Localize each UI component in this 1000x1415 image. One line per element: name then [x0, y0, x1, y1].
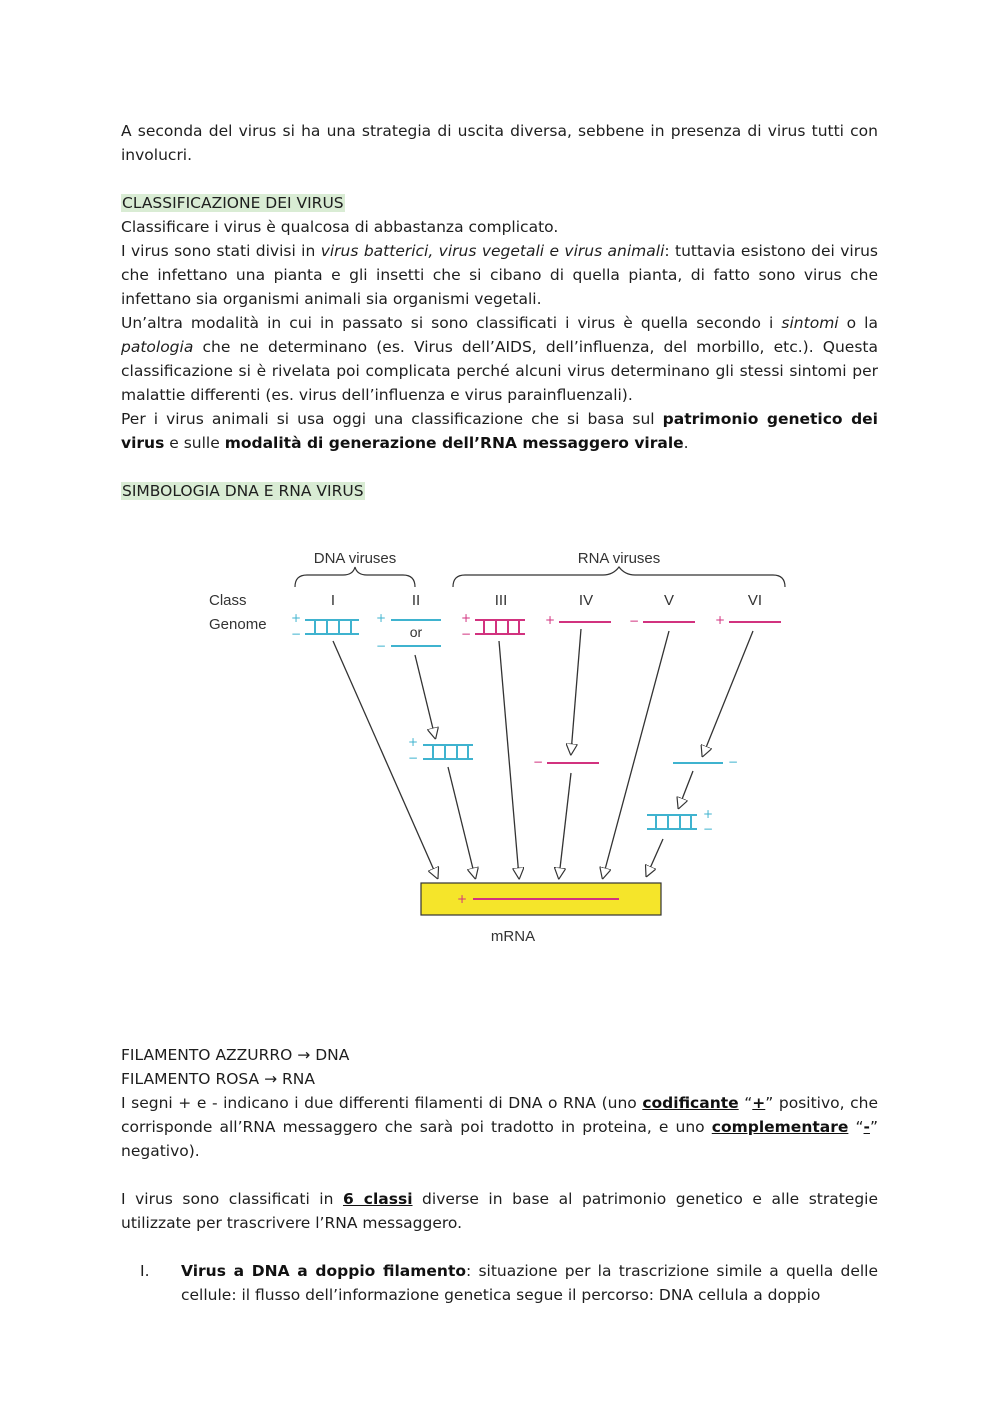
legend-azzurro: FILAMENTO AZZURRO → DNA [121, 1046, 350, 1064]
svg-text:−: − [291, 627, 302, 641]
svg-text:+: + [291, 611, 302, 625]
mrna-box [421, 883, 661, 945]
mrna-label: mRNA [490, 928, 536, 945]
rna-viruses-label: RNA viruses [577, 550, 661, 567]
svg-text:−: − [408, 751, 419, 765]
intermediate-ii-dsdna [408, 735, 473, 765]
dna-viruses-label: DNA viruses [313, 550, 397, 567]
svg-text:+: + [457, 892, 468, 906]
genome-class-iv [545, 613, 611, 627]
svg-text:−: − [533, 755, 544, 769]
svg-text:+: + [715, 613, 726, 627]
rna-brace [453, 567, 785, 587]
genome-class-iii [461, 611, 525, 641]
heading-classificazione: CLASSIFICAZIONE DEI VIRUS [122, 194, 344, 212]
genome-class-vi [715, 613, 781, 627]
paragraph-6-classi: I virus sono classificati in 6 classi diverse in base al patrimonio genetico e alle strategie utilizzate per trascrivere l’RNA messaggero. [121, 1190, 879, 1232]
svg-text:+: + [545, 613, 556, 627]
paragraph-complicato: Classificare i virus è qualcosa di abbastanza complicato. [121, 218, 559, 236]
genome-class-v [629, 614, 695, 628]
class-i: I [330, 592, 336, 609]
diagram-svg [203, 545, 803, 965]
baltimore-classification-figure [121, 503, 878, 1043]
svg-text:+: + [408, 735, 419, 749]
intermediate-vi-dna [673, 755, 738, 769]
svg-text:−: − [461, 627, 472, 641]
svg-text:−: − [376, 639, 387, 653]
svg-text:+: + [376, 611, 387, 625]
svg-text:+: + [461, 611, 472, 625]
class-ii: II [411, 592, 421, 609]
list-item: I. Virus a DNA a doppio filamento: situazione per la trascrizione simile a quella delle cellule: il flusso dell’informazione genetica segue il percorso: DNA cellula a doppio [140, 1262, 879, 1304]
svg-text:+: + [703, 807, 714, 821]
heading-simbologia: SIMBOLOGIA DNA E RNA VIRUS [122, 482, 364, 500]
svg-text:−: − [728, 755, 739, 769]
class-label: Class [209, 592, 247, 609]
class-v: V [663, 592, 675, 609]
document-page [121, 119, 878, 1307]
svg-text:−: − [703, 822, 714, 836]
classes-list [121, 1259, 878, 1307]
paragraph-segni: I segni + e - indicano i due differenti filamenti di DNA o RNA (uno codificante “+” positivo, che corrisponde all’RNA messaggero che sarà poi tradotto in proteina, e uno complementare “-” negativo). [121, 1094, 878, 1160]
paragraph-sintomi: Un’altra modalità in cui in passato si sono classificati i virus è quella secondo i sintomi o la patologia che ne determinano (es. Virus dell’AIDS, dell’influenza, del morbillo, etc.). Questa classificazione si è rivelata poi complicata perché alcuni virus determinano gli stessi sintomi per malattie differenti (es. virus dell’influenza e virus parainfluenzali). [121, 314, 878, 404]
genome-class-ii [376, 611, 441, 653]
flow-arrows [333, 629, 753, 877]
genome-label: Genome [209, 616, 267, 633]
genome-class-i [291, 611, 359, 641]
class-vi: VI [747, 592, 763, 609]
class-iv: IV [578, 592, 594, 609]
paragraph-classificazione-oggi: Per i virus animali si usa oggi una classificazione che si basa sul patrimonio genetico dei virus e sulle modalità di generazione dell’RNA messaggero virale. [121, 410, 878, 452]
svg-text:or: or [409, 624, 423, 640]
class-iii: III [494, 592, 508, 609]
paragraph-divisi: I virus sono stati divisi in virus batterici, virus vegetali e virus animali: tuttavia esistono dei virus che infettano una pianta e gli insetti che si cibano di quella pianta, di fatto sono virus che infettano sia organismi animali sia organismi vegetali. [121, 242, 878, 308]
legend-rosa: FILAMENTO ROSA → RNA [121, 1070, 315, 1088]
intermediate-iv-minus-rna [533, 755, 599, 769]
paragraph-intro: A seconda del virus si ha una strategia di uscita diversa, sebbene in presenza di virus tutti con involucri. [121, 122, 878, 164]
svg-text:−: − [629, 614, 640, 628]
dna-brace [295, 567, 415, 587]
intermediate-vi-dsdna [647, 807, 713, 836]
